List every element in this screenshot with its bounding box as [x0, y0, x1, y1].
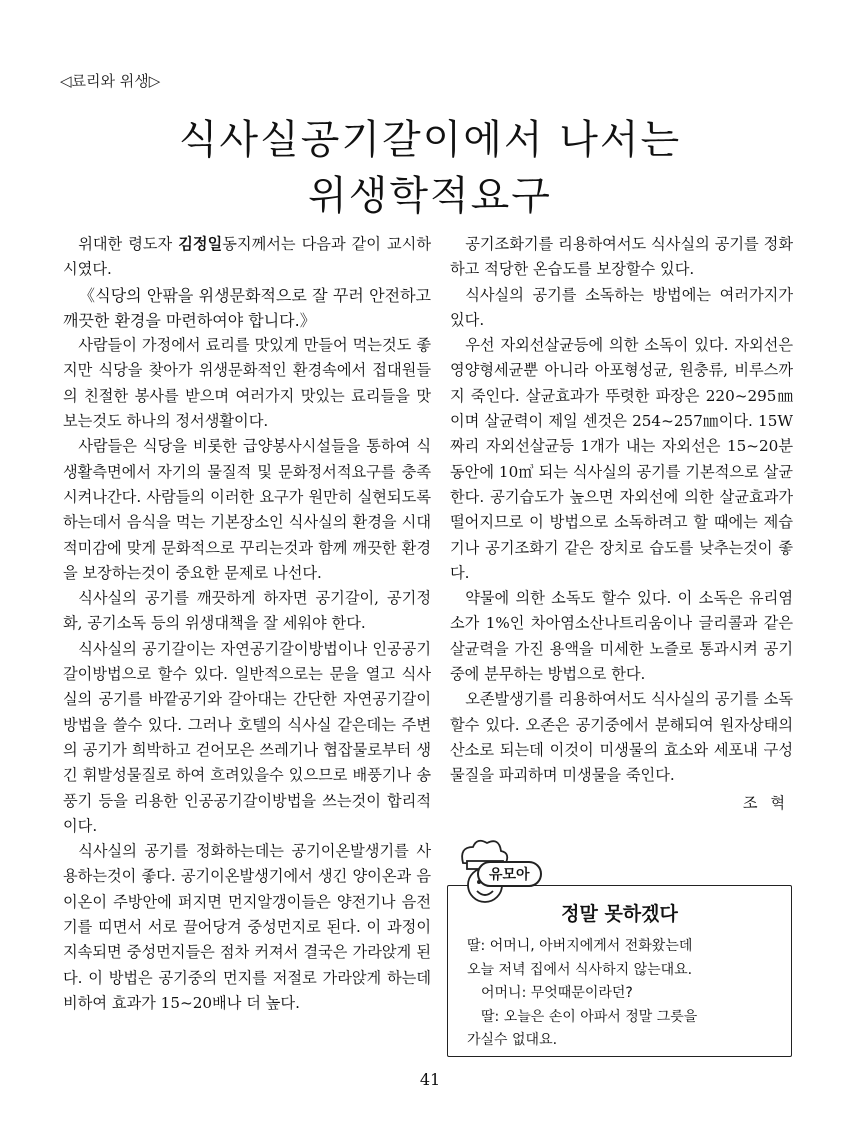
- body-paragraph: 식사실의 공기를 깨끗하게 하자면 공기갈이, 공기정화, 공기소독 등의 위생대책을 잘 세워야 한다.: [63, 589, 431, 633]
- dialogue-line: 딸: 오늘은 손이 아파서 정말 그릇을: [481, 1008, 698, 1025]
- body-paragraph: 공기조화기를 리용하여서도 식사실의 공기를 정화하고 적당한 온습도를 보장할수 있다.: [450, 235, 793, 279]
- humor-title: 정말 못하겠다: [561, 903, 678, 925]
- body-paragraph: 우선 자외선살균등에 의한 소독이 있다. 자외선은 영양형세균뿐 아니라 아포형성균, 원충류, 비루스까지 죽인다. 살균효과가 뚜렷한 파장은 220~295㎚이며 살균력이 제일 센것은 254~257㎚이다. 15W짜리 자외선살균등 1개가 내는 자외선은 15~20분동안에 10㎥ 되는 식사실의 공기를 기본적으로 살균한다. 공기습도가 높으면 자외선에 의한 살균효과가 떨어지므로 이 방법으로 소독하려고 할 때에는 제습기나 공기조화기 같은 장치로 습도를 낮추는것이 좋다.: [450, 336, 793, 582]
- author-name: 조 혁: [742, 793, 789, 812]
- dialogue-line: 가실수 없대요.: [467, 1032, 558, 1048]
- humor-badge: 유모아: [477, 861, 542, 887]
- left-column: [63, 232, 431, 1016]
- leader-name: 김정일: [178, 235, 223, 253]
- page-number: 41: [419, 1070, 441, 1089]
- body-paragraph: 약물에 의한 소독도 할수 있다. 이 소독은 유리염소가 1%인 차아염소산나트리움이나 글리콜과 같은 살균력을 가진 용액을 미세한 노즐로 통과시켜 공기중에 분무하는 방법으로 한다.: [450, 589, 793, 684]
- dialogue-line: 딸: 어머니, 아버지에게서 전화왔는데: [467, 938, 693, 954]
- title-line-2: 위생학적요구: [308, 173, 552, 219]
- dialogue-line: 어머니: 무엇때문이라던?: [481, 985, 633, 1001]
- body-paragraph: 식사실의 공기를 소독하는 방법에는 여러가지가 있다.: [450, 285, 793, 329]
- quote-paragraph: 《식당의 안팎을 위생문화적으로 잘 꾸러 안전하고 깨끗한 환경을 마련하여야 합니다.》: [63, 285, 431, 330]
- article-title: [0, 112, 860, 224]
- body-paragraph: 오존발생기를 리용하여서도 식사실의 공기를 소독할수 있다. 오존은 공기중에서 분해되여 원자상태의 산소로 되는데 이것이 미생물의 효소와 세포내 구성물질을 파괴하며 미생물을 죽인다.: [450, 690, 793, 785]
- body-paragraph: 식사실의 공기를 정화하는데는 공기이온발생기를 사용하는것이 좋다. 공기이온발생기에서 생긴 양이온과 음이온이 주방안에 퍼지면 먼지알갱이들은 양전기나 음전기를 띠면서 서로 끌어당겨 중성먼지로 된다. 이 과정이 지속되면 중성먼지들은 점차 커져서 결국은 가라앉게 된다. 이 방법은 공기중의 먼지를 저절로 가라앉게 하는데 비하여 효과가 15~20배나 더 높다.: [63, 842, 431, 1012]
- body-paragraph: 식사실의 공기갈이는 자연공기갈이방법이나 인공공기갈이방법으로 할수 있다. 일반적으로는 문을 열고 식사실의 공기를 바깥공기와 갈아대는 간단한 자연공기갈이방법을 쓸수 있다. 그러나 호텔의 식사실 같은데는 주변의 공기가 희박하고 걷어모은 쓰레기나 협잡물로부터 생긴 휘발성물질로 하여 흐려있을수 있으므로 배풍기나 송풍기 등을 리용한 인공공기갈이방법을 쓰는것이 합리적이다.: [63, 639, 431, 835]
- humor-box: [447, 855, 792, 1060]
- right-column: [450, 232, 793, 816]
- dialogue-line: 오늘 저녁 집에서 식사하지 않는대요.: [467, 961, 693, 978]
- title-line-1: 식사실공기갈이에서 나서는: [178, 117, 682, 163]
- section-label: ◁료리와 위생▷: [60, 72, 161, 90]
- body-paragraph: 사람들이 가정에서 료리를 맛있게 만들어 먹는것도 좋지만 식당을 찾아가 위생문화적인 환경속에서 접대원들의 친절한 봉사를 받으며 여러가지 맛있는 료리들을 맛보는것도 하나의 정서생활이다.: [63, 336, 431, 431]
- body-paragraph: 사람들은 식당을 비롯한 급양봉사시설들을 통하여 식생활측면에서 자기의 물질적 및 문화정서적요구를 충족시켜나간다. 사람들의 이러한 요구가 원만히 실현되도록 하는데서 음식을 먹는 기본장소인 식사실의 환경을 시대적미감에 맞게 문화적으로 꾸리는것과 함께 깨끗한 환경을 보장하는것이 중요한 문제로 나선다.: [63, 437, 431, 582]
- humor-dialogue: [467, 935, 776, 1053]
- intro-paragraph: 위대한 령도자 김정일동지께서는 다음과 같이 교시하시였다.: [63, 235, 431, 279]
